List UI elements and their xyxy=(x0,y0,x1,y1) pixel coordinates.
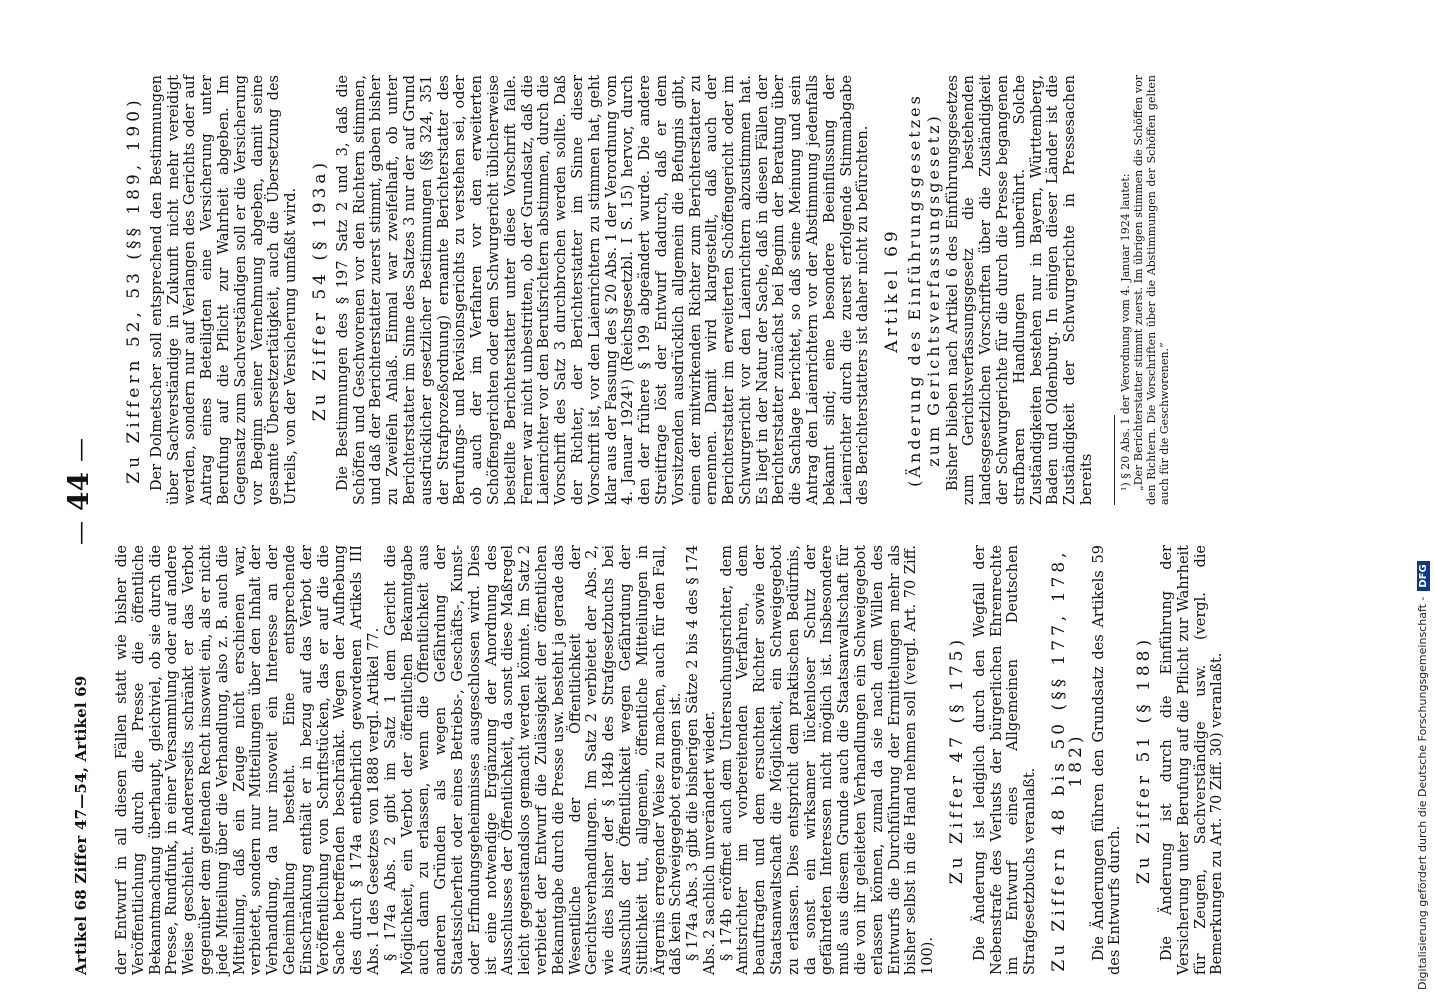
left-column xyxy=(114,545,1226,975)
paragraph: § 174a Abs. 3 gibt die bisherigen Sätze 2 bis 4 des § 174 Abs. 2 sachlich unverändert wieder. xyxy=(685,545,718,975)
footnote: ¹) § 20 Abs. 1 der Verordnung vom 4. Januar 1924 lautet: xyxy=(1118,173,1132,491)
article-subheading: zum Gerichtsverfassungsgesetz) xyxy=(923,113,943,467)
page-number-wrap: —44— xyxy=(62,438,95,545)
paragraph: § 174b eröffnet auch dem Untersuchungsrichter, dem Amtsrichter im vorbereitenden Verfahren, dem beauftragten und dem ersuchten Richter sowie der Staatsanwaltschaft die Möglichkeit, ein Schweigegebot zu erlassen. Dies entspricht dem praktischen Bedürfnis, da sonst ein wirksamer lückenloser Schutz der gefährdeten Interessen nicht möglich ist. Insbesondere muß aus diesem Grunde auch die Staatsanwaltschaft für die von ihr geleiteten Verhandlungen ein Schweigegebot erlassen können, zumal da sie nach dem Willen des Entwurfs die Durchführung der Ermittelungen mehr als bisher selbst in die Hand nehmen soll (vergl. Art. 70 Ziff. 100). xyxy=(718,545,937,975)
section-heading: Zu Ziffer 51 (§ 188) xyxy=(1134,635,1155,885)
paragraph: Die Bestimmungen des § 197 Satz 2 und 3, daß die Schöffen und Geschworenen vor den Richtern stimmen, und daß der Berichterstatter zuerst stimmt, gaben bisher zu Zweifeln Anlaß. Einmal war zweifelhaft, ob unter Berichterstatter im Sinne des Satzes 3 nur der auf Grund ausdrücklicher gesetzlicher Bestimmungen (§§ 324, 351 der Strafprozeßordnung) ernannte Berichterstatter des Berufungs- und Revisionsgerichts zu verstehen sei, oder ob auch der im Verfahren vor den erweiterten Schöffengerichten oder dem Schwurgericht üblicherweise bestellte Berichterstatter unter diese Vorschrift falle. Ferner war nicht unbestritten, ob der Grundsatz, daß die Laienrichter vor den Berufsrichtern abstimmen, durch die Vorschrift des Satz 3 durchbrochen werden sollte. Daß der Richter, der Berichterstatter im Sinne dieser Vorschrift ist, vor den Laienrichtern zu stimmen hat, geht klar aus der Fassung des § 20 Abs. 1 der Verordnung vom 4. Januar 1924¹) (Reichsgesetzbl. I S. 15) hervor, durch den der frühere § 199 abgeändert wurde. Die andere Streitfrage löst der Entwurf dadurch, daß er dem Vorsitzenden ausdrücklich allgemein die Befugnis gibt, einen der mitwirkenden Richter zum Berichterstatter zu ernennen. Damit wird klargestellt, daß auch der Berichterstatter im erweiterten Schöffengericht oder im Schwurgericht vor den Laienrichtern abzustimmen hat. Es liegt in der Natur der Sache, daß in diesen Fällen der Berichterstatter zunächst bei Beginn der Beratung über die Sachlage berichtet, so daß seine Meinung und sein Antrag den Laienrichtern vor der Abstimmung jedenfalls bekannt sind; eine besondere Beeinflussung der Laienrichter durch die zuerst erfolgende Stimmabgabe des Berichterstatters ist daher nicht zu befürchten. xyxy=(334,75,872,505)
section-heading: Zu Ziffern 52, 53 (§§ 189, 190) xyxy=(124,96,144,484)
paragraph: der Entwurf in all diesen Fällen statt wie bisher die Veröffentlichung durch die Presse die öffentliche Bekanntmachung überhaupt, gleichviel, ob sie durch die Presse, Rundfunk, in einer Versammlung oder auf andere Weise geschieht. Andererseits schränkt er das Verbot gegenüber dem geltenden Recht insoweit ein, als er nicht jede Mitteilung über die Verhandlung, also z. B. auch die Mitteilung, daß ein Zeuge nicht erschienen war, verbietet, sondern nur Mitteilungen über den Inhalt der Verhandlung, da nur insoweit ein Interesse an der Geheimhaltung besteht. Eine entsprechende Einschränkung enthält er in bezug auf das Verbot der Veröffentlichung von Schriftstücken, das er auf die die Sache betreffenden beschränkt. Wegen der Aufhebung des durch § 174a entbehrlich gewordenen Artikels III Abs. 1 des Gesetzes von 1888 vergl. Artikel 77. xyxy=(114,545,382,975)
paragraph: Bisher blieben nach Artikel 6 des Einführungsgesetzes zum Gerichtsverfassungsgesetz die bestehenden landesgesetzlichen Vorschriften über die Zuständigkeit der Schwurgerichte für die durch die Presse begangenen strafbaren Handlungen unberührt. Solche Zuständigkeiten bestehen nur in Bayern, Württemberg, Baden und Oldenburg. In einigen dieser Länder ist die Zuständigkeit der Schwurgerichte in Pressesachen bereits xyxy=(944,75,1096,505)
article-heading: Artikel 69 xyxy=(882,227,903,353)
credit-text: Digitalisierung gefördert durch die Deutsche Forschungsgemeinschaft - xyxy=(1416,596,1429,990)
right-column xyxy=(114,75,1171,505)
running-title: Artikel 68 Ziffer 47—54, Artikel 69 xyxy=(72,675,90,975)
footnote-divider xyxy=(1114,415,1115,505)
page-header xyxy=(62,75,102,975)
paragraph: Der Dolmetscher soll entsprechend den Bestimmungen über Sachverständige in Zukunft nicht mehr vereidigt werden, sondern nur auf Verlangen des Gerichts oder auf Antrag eines Beteiligten eine Versicherung unter Berufung auf die Pflicht zur Wahrheit abgeben. Im Gegensatz zum Sachverständigen soll er die Versicherung vor Beginn seiner Vernehmung abgeben, damit seine gesamte Übersetzertätigkeit, auch die Übersetzung des Urteils, von der Versicherung umfaßt wird. xyxy=(148,75,300,505)
paragraph: § 174a Abs. 2 gibt im Satz 1 dem Gericht die Möglichkeit, ein Verbot der öffentlichen Bekanntgabe auch dann zu erlassen, wenn die Öffentlichkeit aus anderen Gründen als wegen Gefährdung der Staatssicherheit oder eines Betriebs-, Geschäfts-, Kunst- oder Erfindungsgeheimnisses ausgeschlossen wird. Dies ist eine notwendige Ergänzung der Anordnung des Ausschlusses der Öffentlichkeit, da sonst diese Maßregel leicht gegenstandslos gemacht werden könnte. Im Satz 2 verbietet der Entwurf die Zulässigkeit der öffentlichen Bekanntgabe durch die Presse usw. besteht ja gerade das Wesentliche der Öffentlichkeit der Gerichtsverhandlungen. Im Satz 2 verbietet der Abs. 2, wie dies bisher der § 184b des Strafgesetzbuchs bei Ausschluß der Öffentlichkeit wegen Gefährdung der Sittlichkeit tut, allgemein, öffentliche Mitteilungen in Ärgernis erregender Weise zu machen, auch für den Fall, daß kein Schweigegebot ergangen ist. xyxy=(382,545,685,975)
paragraph: Die Änderung ist lediglich durch den Wegfall der Nebenstrafe des Verlusts der bürgerlichen Ehrenrechte im Entwurf eines Allgemeinen Deutschen Strafgesetzbuchs veranlaßt. xyxy=(971,545,1039,975)
section-heading: Zu Ziffern 48 bis 50 (§§ 177, 178, 182) xyxy=(1049,548,1086,972)
section-heading: Zu Ziffer 54 (§ 193a) xyxy=(309,158,330,422)
digitization-credit xyxy=(1416,10,1432,990)
document-page xyxy=(62,75,1402,975)
paragraph: Die Änderungen führen den Grundsatz des Artikels 59 des Entwurfs durch. xyxy=(1090,545,1124,975)
page-number: 44 xyxy=(62,472,95,511)
dfg-logo: DFG xyxy=(1417,561,1430,590)
article-subheading: (Änderung des Einführungsgesetzes xyxy=(905,93,925,487)
footnote-quote: „Der Berichterstatter stimmt zuerst. Im übrigen stimmen die Schöffen vor den Richtern. Die Vorschriften über die Abstimmungen der Schöffen gelten auch für die Geschworenen.“ xyxy=(1131,75,1171,505)
section-heading: Zu Ziffer 47 (§ 175) xyxy=(947,635,968,885)
paragraph: Die Änderung ist durch die Einführung der Versicherung unter Berufung auf die Pflicht zur Wahrheit für Zeugen, Sachverständige usw. (vergl. die Bemerkungen zu Art. 70 Ziff. 30) veranlaßt. xyxy=(1159,545,1226,975)
